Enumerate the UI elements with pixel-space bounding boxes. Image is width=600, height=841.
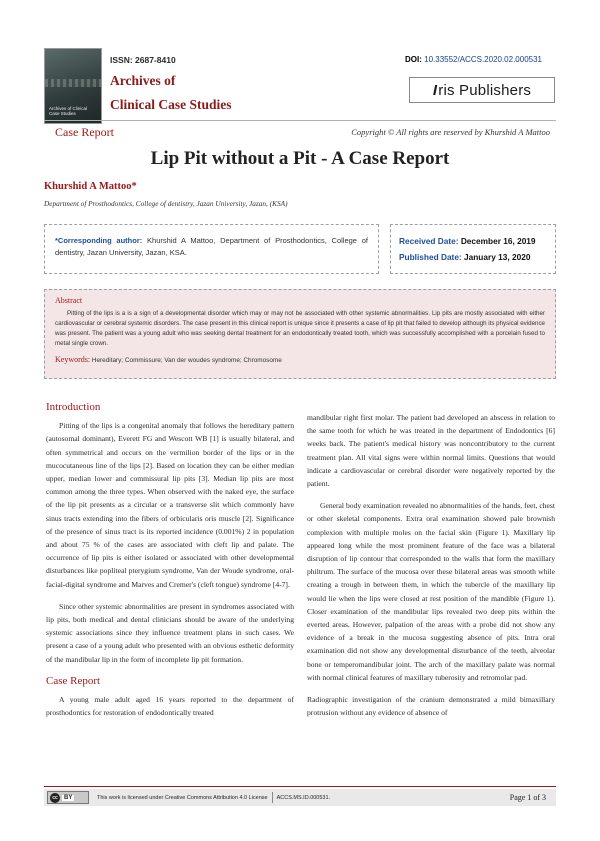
introduction-heading: Introduction [46, 401, 101, 413]
keywords-list: Hereditary; Commissure; Van der woudes syndrome; Chromosome [90, 357, 282, 364]
footer-separator [272, 792, 273, 803]
examination-paragraph: General body examination revealed no abnormalities of the hands, feet, chest or other skeletal components. Extra oral examination showed pale brownish complexion with multiple moles on the facial skin (Figure 1). Maxillary lip appeared long while the most prominent feature of the face was a bilateral disruption of lip contour that corresponded to the walls that form the maxillary philtrum. The surface of the mucosa over these bilateral areas was smooth while creating a trough in between them, in which the tubercle of the maxillary lip would lie when the lips were closed at rest position of the mandible (Figure 1). Closer examination of the mandibular lips revealed two deep pits within the everted areas. However, palpation of the areas with a probe did not show any evidence of a break in the mucosa suggesting absence of pits. Intra oral examination did not show any developmental disturbance of the teeth, alveolar bone or temperomandibular joint. The arch of the maxillary palate was normal with normal clinical features of maxillary tuberosity and retromolar pad. [307, 501, 555, 682]
introduction-paragraph-2: Since other systemic abnormalities are present in syndromes associated with lip pits, both medical and dental clinicians should be aware of the underlying systemic associations since they influence treatment plans in such cases. We present a case of a young adult who presented with an obvious esthetic deformity of the mandibular lip in the form of incomplete lip pit formation. [46, 601, 294, 664]
footer-divider [44, 786, 556, 787]
publisher-logo [409, 77, 555, 103]
header-divider [44, 120, 556, 121]
journal-name-line2: Clinical Case Studies [110, 97, 232, 112]
author-affiliation: Department of Prosthodontics, College of dentistry, Jazan University, Jazan, (KSA) [44, 199, 288, 208]
abstract-heading: Abstract [55, 296, 83, 305]
published-date-value: January 13, 2020 [464, 252, 531, 262]
received-date-value: December 16, 2019 [460, 236, 536, 246]
issn: ISSN: 2687-8410 [110, 55, 176, 65]
corresponding-author-box [44, 224, 379, 274]
article-title: Lip Pit without a Pit - A Case Report [150, 148, 450, 169]
article-type: Case Report [55, 125, 114, 139]
keywords [55, 355, 545, 364]
cover-decoration [45, 79, 101, 87]
case-report-heading: Case Report [46, 674, 101, 687]
copyright-notice: Copyright © All rights are reserved by Khurshid A Mattoo [351, 127, 550, 137]
journal-name-line1: Archives of [110, 73, 176, 88]
doi [405, 55, 542, 64]
corresponding-author-text: Khurshid A Mattoo, Department of Prosthodontics, College of dentistry, Jazan University, Jazan, KSA. [55, 236, 368, 257]
creative-commons-badge[interactable] [47, 791, 89, 804]
doi-link[interactable]: 10.33552/ACCS.2020.02.000531 [424, 55, 542, 64]
author-name: Khurshid A Mattoo* [44, 181, 137, 192]
manuscript-id: ACCS.MS.ID.000531. [276, 794, 331, 801]
body-left-column [46, 401, 294, 728]
journal-cover-image [44, 48, 102, 124]
abstract-text: Pitting of the lips is a is a sign of a developmental disorder which may or may not be associated with other systemic abnormalities. Lip pits are mostly associated with either cardiovascular or cerebral systemic disorders. The case present in this clinical report is unique since it presents a case of lip pit that failed to develop although its physical evidence was present. The patient was a young adult who was seeking dental treatment for an endodontically treated tooth, which was successfully accomplished with a porcelain fused to metal single crown. [55, 310, 545, 347]
published-date [399, 249, 555, 265]
license-text: This work is licensed under Creative Commons Attribution 4.0 License [97, 794, 268, 801]
keywords-label: Keywords: [55, 355, 91, 364]
dates-box [390, 224, 556, 274]
abstract-box [44, 289, 556, 379]
corresponding-author-label: *Corresponding author: [55, 236, 143, 245]
body-right-column [307, 411, 555, 728]
received-date-label: Received Date: [399, 236, 459, 246]
doi-label: DOI: [405, 55, 422, 64]
case-report-paragraph-1: A young male adult aged 16 years reported to the department of prosthodontics for restoration of endodontically treated [46, 695, 294, 718]
cover-title: Archives of Clinical Case Studies [49, 105, 88, 117]
introduction-paragraph-1: Pitting of the lips is a congenital anomaly that follows the hereditary pattern (autosomal dominant), Everett FG and Wescott WB [1] is usually bilateral, and often symmetrical and occurs on the vermilion border of the lips or in the mucocutaneous line of the lips [2]. Based on location they can be either median upper, median lower and commissural lip pits [3]. Median lip pits are most common among the three types. When observed with the naked eye, the surface of the lip pit presents as a circular or a transverse slit which commonly have sinus tracts extending into the fibers of orbicularis oris muscle [2]. Significance of the presence of sinus tract is its reported incidence (0.001%) 2 in population and about 75 % of the cases are associated with cleft lip and palate. The occurrence of lip pits is either isolated or associated with other developmental disturbances like popliteal pterygium syndrome, Van der Woude syndrome, oral-facial-digital syndrome and Marves and Cremer's (cleft tongue) syndrome [4-7]. [46, 421, 294, 589]
radiographic-paragraph: Radiographic investigation of the cranium demonstrated a mild bimaxillary protrusion without any evidence of absence of [307, 695, 555, 718]
publisher-logo-initial: I [432, 81, 438, 99]
journal-name [110, 69, 232, 117]
page-number: Page 1 of 3 [509, 793, 546, 802]
case-report-paragraph-continued: mandibular right first molar. The patient had developed an abscess in relation to the same tooth for which he was treated in the department of Endodontics [6] weeks back. The patient's medical history was noncontributory to the current treatment plan. All vital signs were within normal limits. Questions that would indicate a cardiovascular or cerebral disorder were negatively reported by the patient. [307, 413, 555, 489]
cc-icon: cc [50, 793, 60, 803]
footer [44, 789, 556, 806]
by-icon: BY [64, 794, 73, 801]
received-date [399, 233, 555, 249]
published-date-label: Published Date: [399, 252, 462, 262]
publisher-logo-text: ris Publishers [438, 81, 532, 99]
